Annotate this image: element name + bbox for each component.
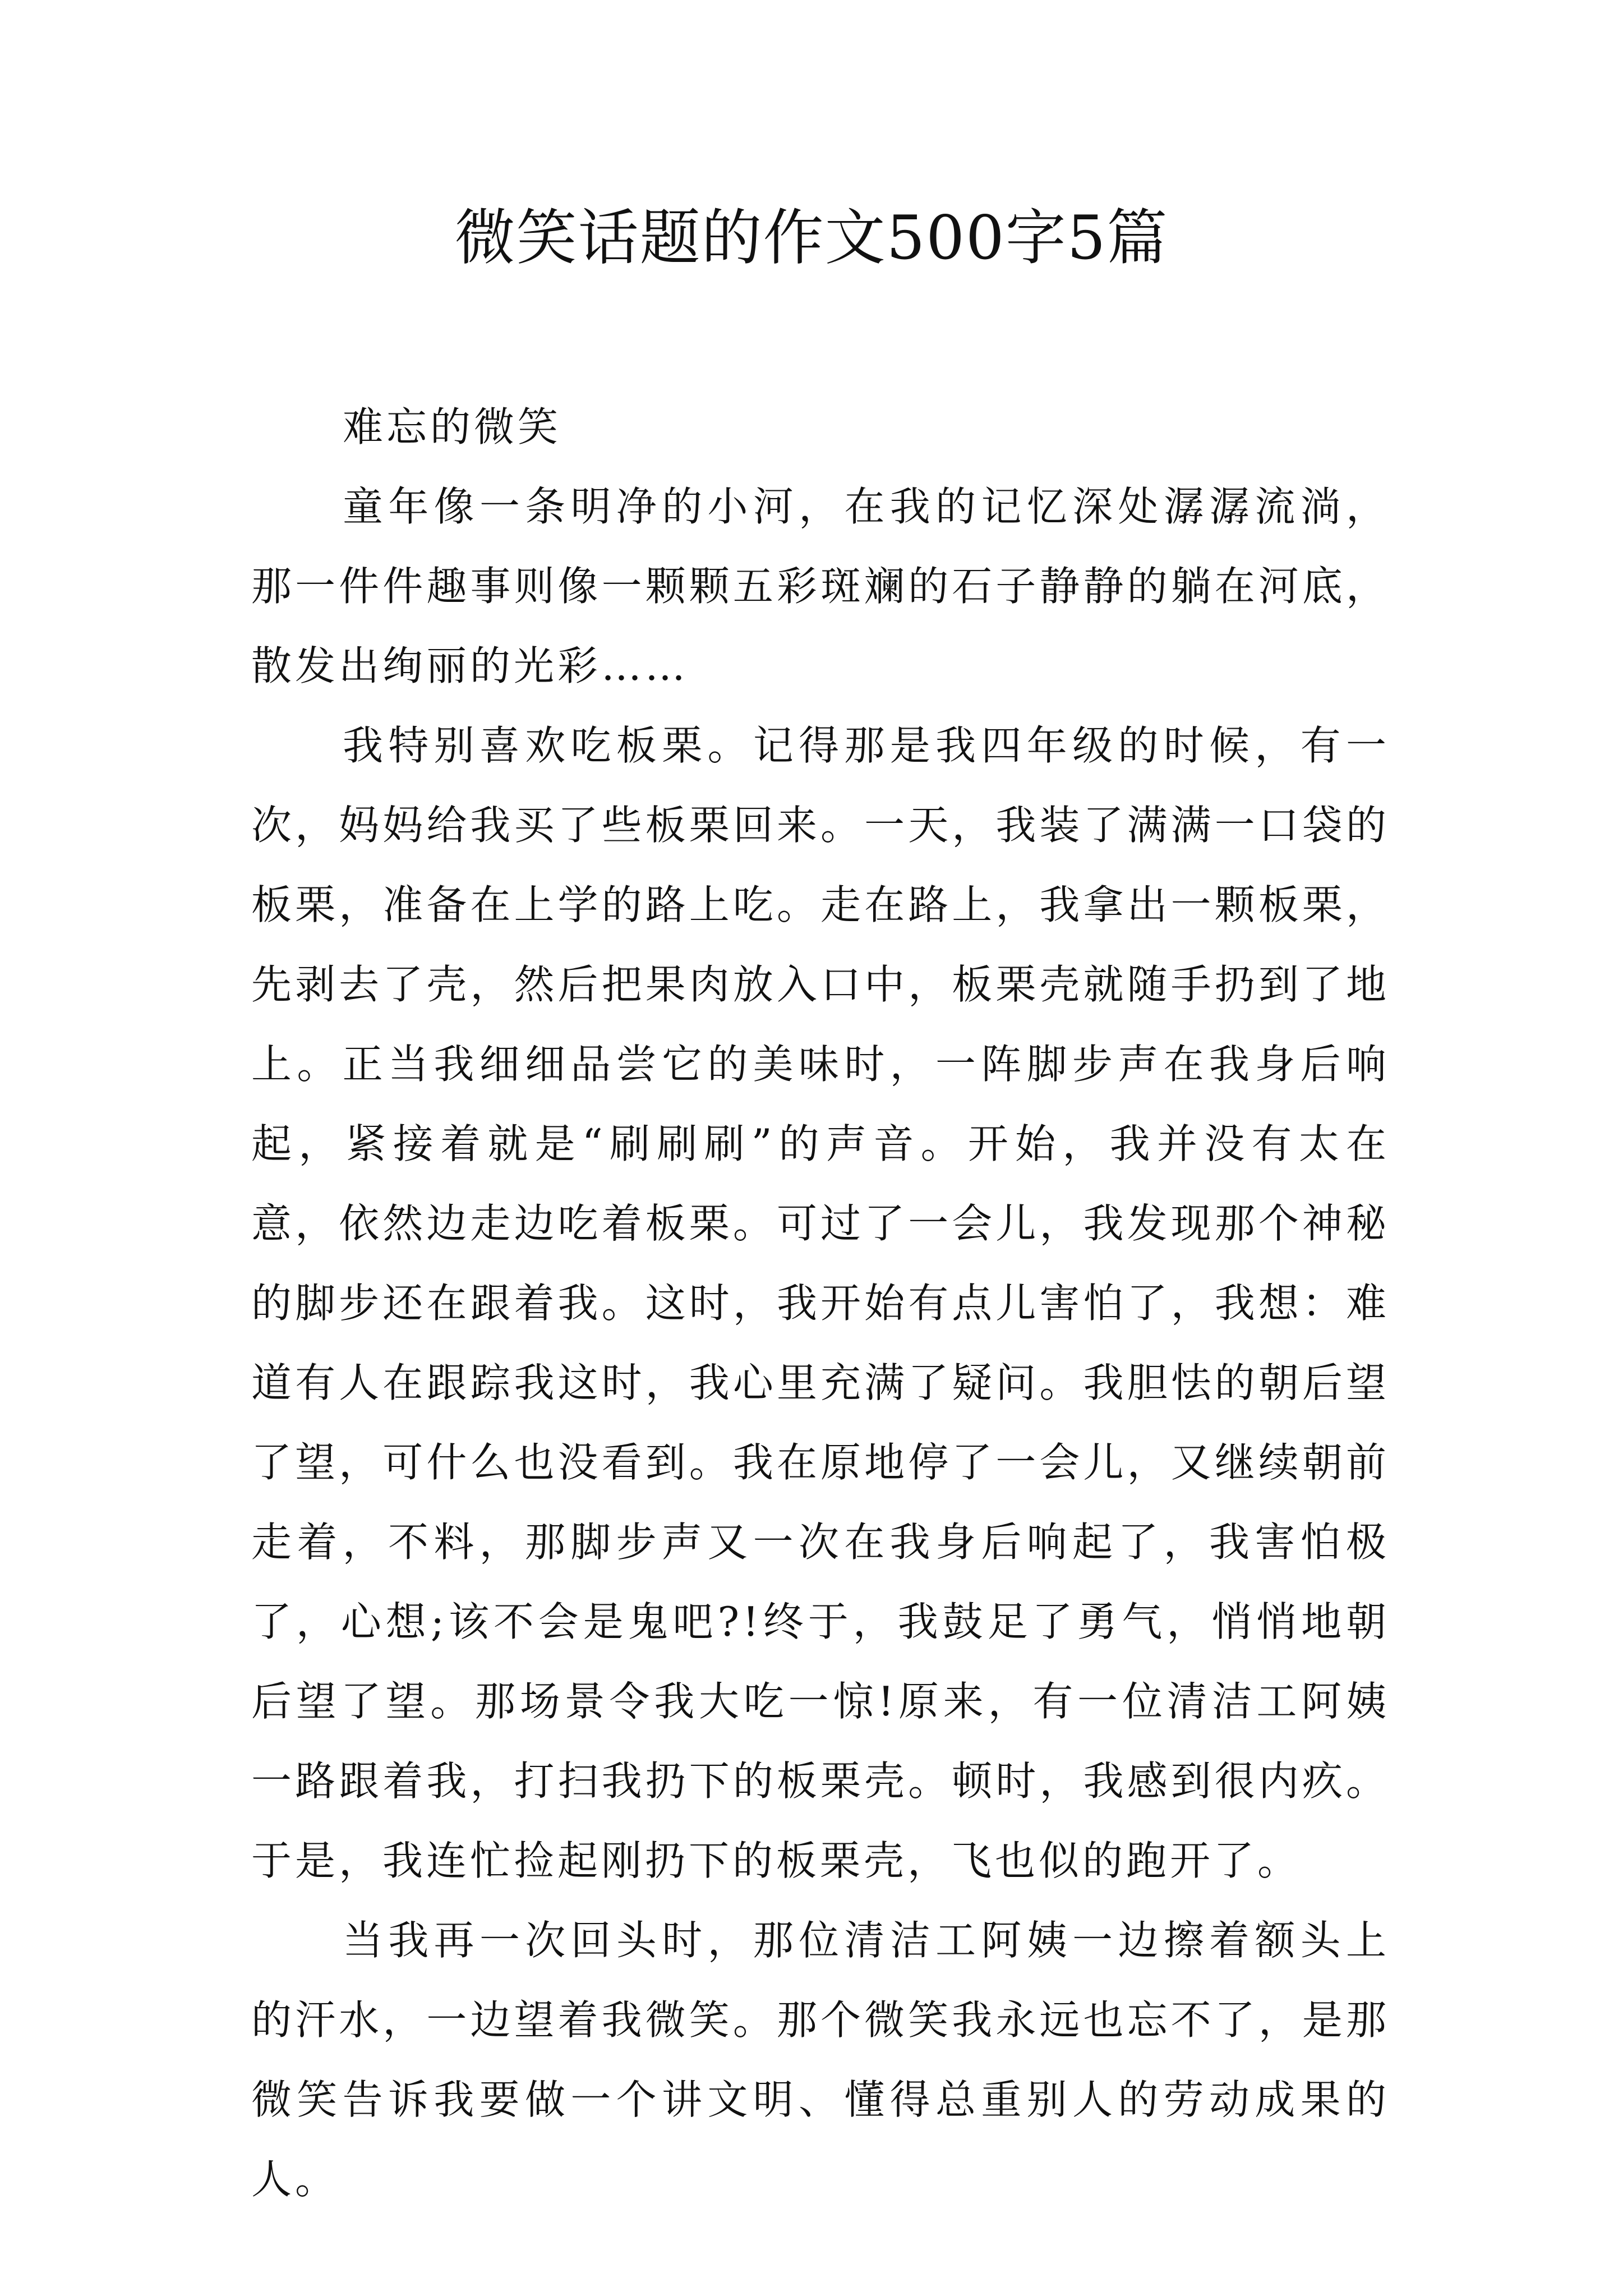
document-title: 微笑话题的作文500字5篇	[454, 203, 1169, 273]
document-body	[251, 387, 1390, 2219]
paragraph: 童年像一条明净的小河，在我的记忆深处潺潺流淌，那一件件趣事则像一颗颗五彩斑斓的石子静静的躺在河底，散发出绚丽的光彩……	[251, 483, 1390, 689]
paragraph: 我特别喜欢吃板栗。记得那是我四年级的时候，有一次，妈妈给我买了些板栗回来。一天，我装了满满一口袋的板栗，准备在上学的路上吃。走在路上，我拿出一颗板栗，先剥去了壳，然后把果肉放入口中，板栗壳就随手扔到了地上。正当我细细品尝它的美味时，一阵脚步声在我身后响起，紧接着就是“刷刷刷”的声音。开始，我并没有太在意，依然边走边吃着板栗。可过了一会儿，我发现那个神秘的脚步还在跟着我。这时，我开始有点儿害怕了，我想：难道有人在跟踪我这时，我心里充满了疑问。我胆怯的朝后望了望，可什么也没看到。我在原地停了一会儿，又继续朝前走着，不料，那脚步声又一次在我身后响起了，我害怕极了，心想;该不会是鬼吧?!终于，我鼓足了勇气，悄悄地朝后望了望。那场景令我大吃一惊!原来，有一位清洁工阿姨一路跟着我，打扫我扔下的板栗壳。顿时，我感到很内疚。于是，我连忙捡起刚扔下的板栗壳，飞也似的跑开了。	[251, 722, 1390, 1884]
paragraph: 当我再一次回头时，那位清洁工阿姨一边擦着额头上的汗水，一边望着我微笑。那个微笑我永远也忘不了，是那微笑告诉我要做一个讲文明、懂得总重别人的劳动成果的人。	[251, 1917, 1390, 2203]
section-heading: 难忘的微笑	[343, 403, 562, 450]
